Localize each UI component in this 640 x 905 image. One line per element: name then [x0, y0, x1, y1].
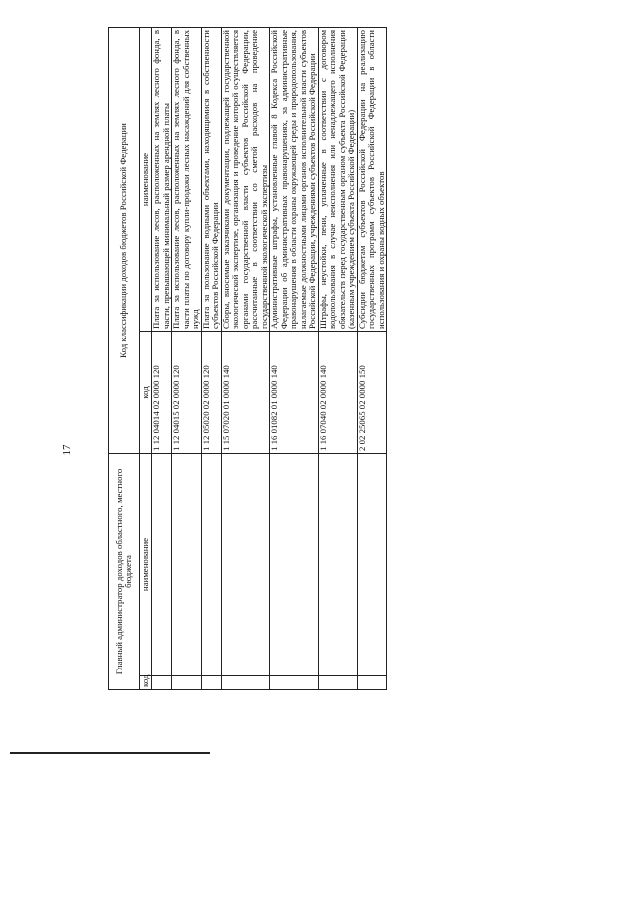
table-row [221, 27, 270, 689]
header-admin-code: код [140, 676, 152, 690]
admin-code-cell [152, 676, 172, 690]
header-row-bottom [140, 27, 152, 689]
admin-code-cell [172, 676, 202, 690]
table-row [270, 27, 319, 689]
table-row [357, 27, 387, 689]
admin-code-cell [201, 676, 221, 690]
row-name: Плата за использование лесов, расположенных на землях лесного фонда, в части, превышающей минимальный размер арендной платы [152, 27, 172, 331]
admin-name-cell [152, 453, 172, 675]
row-code: 1 12 04014 02 0000 120 [152, 331, 172, 453]
table-row [152, 27, 172, 689]
rotated-table-container [108, 28, 578, 690]
row-code: 1 16 01082 01 0000 140 [270, 331, 319, 453]
header-classification-group: Код классификации доходов бюджетов Российской Федерации [109, 27, 140, 453]
row-code: 1 12 05020 02 0000 120 [201, 331, 221, 453]
page-number: 17 [61, 444, 73, 456]
admin-name-cell [221, 453, 270, 675]
header-classification-code: код [140, 331, 152, 453]
header-row-top [109, 27, 140, 689]
admin-code-cell [318, 676, 357, 690]
header-admin-name: наименование [140, 453, 152, 675]
footer-separator-line [10, 752, 210, 754]
table-row [172, 27, 202, 689]
row-code: 1 15 07020 01 0000 140 [221, 331, 270, 453]
admin-name-cell [357, 453, 387, 675]
admin-code-cell [357, 676, 387, 690]
row-name: Субсидии бюджетам субъектов Российской Федерации на реализацию государственных программ субъектов Российской Федерации в области использования и охраны водных объектов [357, 27, 387, 331]
row-name: Плата за использование лесов, расположенных на землях лесного фонда, в части платы по договору купли-продажи лесных насаждений для собственных нужд [172, 27, 202, 331]
table-wrapper [108, 28, 578, 690]
revenue-classification-table [108, 27, 387, 690]
row-name: Штрафы, неустойки, пени, уплаченные в соответствии с договором водопользования в случае неисполнения или ненадлежащего исполнения обязательств перед государственным органом субъекта Российской Федерации (казенным учреждением субъекта Российской Федерации) [318, 27, 357, 331]
row-name: Плата за пользование водными объектами, находящимися в собственности субъектов Российской Федерации [201, 27, 221, 331]
header-admin-group: Главный администратор доходов областного, местного бюджета [109, 453, 140, 689]
row-name: Административные штрафы, установленные главой 8 Кодекса Российской Федерации об административных правонарушениях, за административные правонарушения в области охраны окружающей среды и природопользования, налагаемые должностными лицами органов исполнительной власти субъектов Российской Федерации, учреждениями субъектов Российской Федерации [270, 27, 319, 331]
row-code: 2 02 25065 02 0000 150 [357, 331, 387, 453]
table-row [201, 27, 221, 689]
row-name: Сборы, вносимые заказчиками документации, подлежащей государственной экологической экспертизе, организация и проведение которой осуществляется органами государственной власти субъектов Российской Федерации, рассчитанные в соответствии со сметой расходов на проведение государственной экологической экспертизы [221, 27, 270, 331]
admin-name-cell [318, 453, 357, 675]
admin-name-cell [172, 453, 202, 675]
row-code: 1 16 07040 02 0000 140 [318, 331, 357, 453]
admin-code-cell [221, 676, 270, 690]
admin-code-cell [270, 676, 319, 690]
admin-name-cell [270, 453, 319, 675]
header-classification-name: наименование [140, 27, 152, 331]
admin-name-cell [201, 453, 221, 675]
table-row [318, 27, 357, 689]
row-code: 1 12 04015 02 0000 120 [172, 331, 202, 453]
